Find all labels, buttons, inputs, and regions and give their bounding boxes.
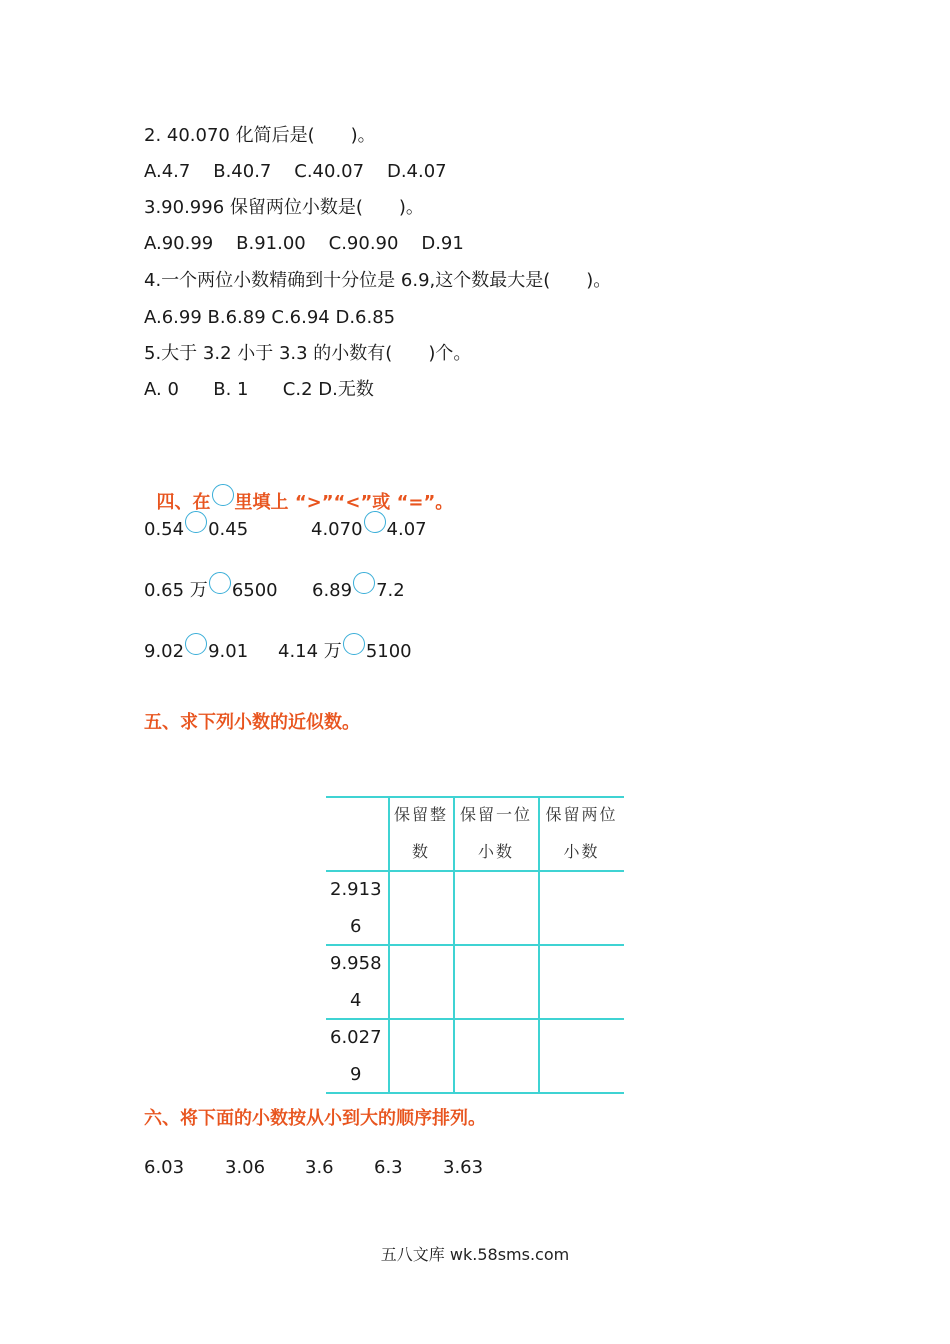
number-item: 6.3 — [374, 1157, 403, 1178]
section-5-title: 五、求下列小数的近似数。 — [144, 712, 360, 733]
compare-row-2 — [144, 579, 278, 603]
compare-left: 4.070 — [311, 519, 363, 540]
section-4-title — [144, 467, 453, 515]
compare-row-1b — [311, 518, 427, 542]
compare-right: 9.01 — [208, 641, 249, 662]
compare-circle[interactable] — [343, 633, 365, 655]
compare-right: 6500 — [231, 580, 278, 601]
section-4-title-part-a: 四、在 — [156, 492, 211, 513]
compare-right: 5100 — [365, 641, 412, 662]
compare-circle[interactable] — [364, 511, 386, 533]
compare-left: 6.89 — [312, 580, 353, 601]
number-item: 3.63 — [443, 1157, 484, 1178]
number-item: 3.06 — [225, 1157, 266, 1178]
circle-icon — [212, 484, 234, 506]
question-2: 2. 40.070 化简后是( )。 — [144, 125, 376, 146]
compare-row-3b — [278, 640, 412, 664]
question-5: 5.大于 3.2 小于 3.3 的小数有( )个。 — [144, 343, 472, 364]
footer-url[interactable]: wk.58sms.com — [449, 1245, 570, 1264]
section-4-title-part-b: 里填上 “>”“<”或 “=”。 — [234, 492, 454, 513]
section-6-title: 六、将下面的小数按从小到大的顺序排列。 — [144, 1108, 486, 1129]
compare-row-3 — [144, 640, 248, 664]
compare-right: 0.45 — [208, 519, 249, 540]
question-5-options: A. 0 B. 1 C.2 D.无数 — [144, 379, 374, 400]
compare-row-1 — [144, 518, 248, 542]
table-row-3: 6.027 9 — [330, 1027, 382, 1085]
header-one-decimal: 保留一位 小数 — [459, 805, 532, 861]
compare-left: 0.65 万 — [144, 580, 208, 601]
question-4-options: A.6.99 B.6.89 C.6.94 D.6.85 — [144, 307, 396, 328]
table-row-1: 2.913 6 — [330, 879, 382, 937]
question-4: 4.一个两位小数精确到十分位是 6.9,这个数最大是( )。 — [144, 270, 612, 291]
header-two-decimal: 保留两位 小数 — [545, 805, 618, 861]
footer-site-name: 五八文库 — [380, 1245, 445, 1264]
compare-left: 0.54 — [144, 519, 185, 540]
number-item: 3.6 — [305, 1157, 334, 1178]
number-item: 6.03 — [144, 1157, 185, 1178]
question-3-options: A.90.99 B.91.00 C.90.90 D.91 — [144, 233, 464, 254]
question-3: 3.90.996 保留两位小数是( )。 — [144, 197, 424, 218]
table-row-2: 9.958 4 — [330, 953, 382, 1011]
compare-row-2b — [312, 579, 405, 603]
compare-left: 9.02 — [144, 641, 185, 662]
compare-circle[interactable] — [185, 511, 207, 533]
compare-right: 4.07 — [386, 519, 427, 540]
compare-circle[interactable] — [209, 572, 231, 594]
compare-left: 4.14 万 — [278, 641, 342, 662]
compare-circle[interactable] — [185, 633, 207, 655]
footer — [0, 1242, 950, 1265]
compare-right: 7.2 — [376, 580, 405, 601]
question-2-options: A.4.7 B.40.7 C.40.07 D.4.07 — [144, 161, 447, 182]
compare-circle[interactable] — [353, 572, 375, 594]
header-integer: 保留整 数 — [393, 805, 448, 861]
